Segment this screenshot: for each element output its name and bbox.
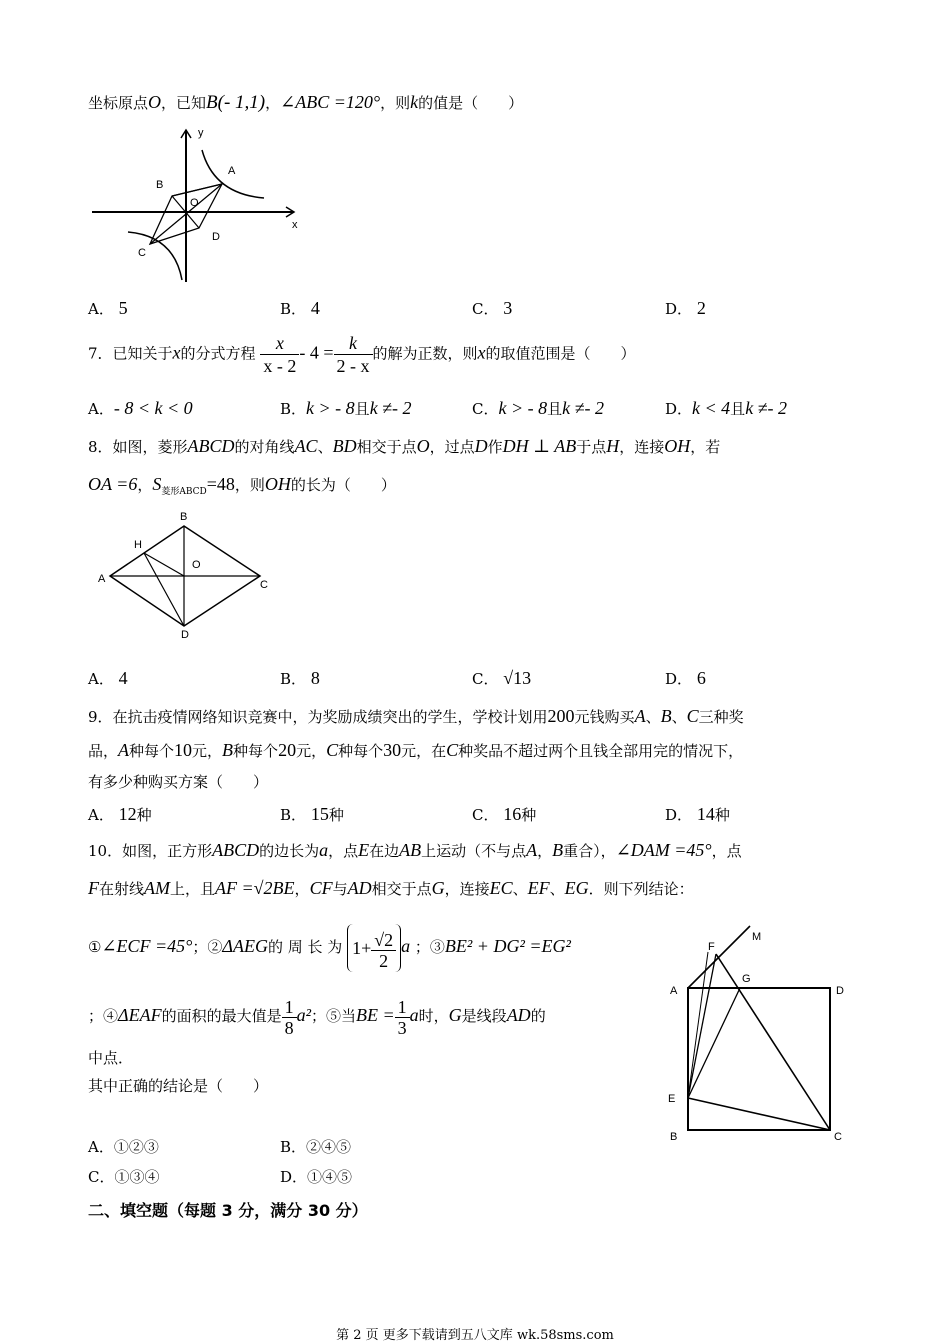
q9-stem-line2: 品，A种每个10元，B种每个20元，C种每个30元，在C种奖品不超过两个且钱全部用完的情况下，: [88, 740, 744, 760]
q8-stem-line1: 8．如图，菱形ABCD的对角线AC、BD相交于点O，过点D作DH ⊥ AB于点H，连接OH，若: [88, 436, 721, 456]
q9-option-a[interactable]: A． 12种: [88, 804, 152, 824]
q10-label-D: D: [836, 985, 844, 997]
q8-label-H: H: [134, 539, 142, 551]
q10-stem-line2: F在射线AM上，且AF =√2BE，CF与AD相交于点G，连接EC、EF、EG．则下列结论：: [88, 878, 694, 898]
q10-option-c[interactable]: C．①③④: [88, 1168, 160, 1186]
q8-stem-line2: OA =6，$S_{菱形ABCD}=48$，则OH的长为（ ）: [88, 474, 396, 497]
q10-label-B: B: [670, 1131, 678, 1143]
q6-option-c[interactable]: C． 3: [472, 298, 513, 318]
q10-option-b[interactable]: B．②④⑤: [280, 1138, 352, 1156]
q10-label-C: C: [834, 1131, 842, 1143]
q10-label-M: M: [752, 931, 762, 943]
q10-stem-line6: 其中正确的结论是（ ）: [88, 1077, 269, 1095]
q6-label-y: y: [198, 127, 204, 139]
q6-label-B: B: [156, 179, 164, 191]
q8-label-B: B: [180, 511, 188, 523]
q9-option-c[interactable]: C． 16种: [472, 804, 537, 824]
q9-stem-line3: 有多少种购买方案（ ）: [88, 773, 269, 791]
section-2-title: 二、填空题（每题 3 分，满分 30 分）: [88, 1201, 368, 1220]
q6-option-a[interactable]: A． 5: [88, 298, 128, 318]
q10-figure: [664, 918, 854, 1148]
q10-label-A: A: [670, 985, 678, 997]
q6-stem: 坐标原点O，已知B(- 1,1)，∠ABC =120°，则k的值是（ ）: [88, 92, 524, 113]
q6-label-x: x: [292, 219, 298, 231]
q6-figure: [88, 126, 308, 286]
q10-option-d[interactable]: D．①④⑤: [280, 1168, 353, 1186]
q7-option-d[interactable]: D．k < 4且k ≠- 2: [665, 398, 788, 418]
q8-label-A: A: [98, 573, 106, 585]
q8-option-d[interactable]: D． 6: [665, 668, 706, 688]
q6-label-C: C: [138, 247, 146, 259]
q10-stem-line5: 中点．: [88, 1049, 134, 1067]
q9-stem-line1: 9．在抗击疫情网络知识竞赛中，为奖励成绩突出的学生，学校计划用200元钱购买A、B、C三种奖: [88, 706, 744, 726]
q6-label-A: A: [228, 165, 236, 177]
q7-option-b[interactable]: B．k > - 8且k ≠- 2: [280, 398, 412, 418]
q7-option-a[interactable]: A．- 8 < k < 0: [88, 398, 193, 418]
q8-option-b[interactable]: B． 8: [280, 668, 320, 688]
q8-figure: [96, 508, 276, 644]
q8-option-a[interactable]: A． 4: [88, 668, 128, 688]
q10-label-G: G: [742, 973, 751, 985]
q8-label-D: D: [181, 629, 189, 641]
q10-stem-line3: ①∠ECF =45°；②ΔAEG的 周 长 为 1+ $\frac{√2}{2}$ a ；③BE² + DG² =EG²: [88, 918, 571, 975]
q7-option-c[interactable]: C．k > - 8且k ≠- 2: [472, 398, 605, 418]
q9-option-b[interactable]: B． 15种: [280, 804, 344, 824]
q6-label-O: O: [190, 197, 199, 209]
q10-option-a[interactable]: A．①②③: [88, 1138, 159, 1156]
q10-label-E: E: [668, 1093, 676, 1105]
q6-label-D: D: [212, 231, 220, 243]
q8-option-c[interactable]: C． √13: [472, 668, 532, 688]
q6-option-b[interactable]: B． 4: [280, 298, 320, 318]
q7-stem: 7．已知关于x的分式方程 $\frac{x}{x - 2}$ - 4 = $\frac{k}{2 - x}$ 的解为正数，则x的取值范围是（ ）: [88, 333, 636, 376]
q10-stem-line4: ；④ΔEAF的面积的最大值是 $\frac{1}{8}$ a²；⑤当BE = $\frac{1}{3}$ a时，G是线段AD的: [88, 996, 546, 1038]
q10-stem-line1: 10．如图，正方形ABCD的边长为a，点E在边AB上运动（不与点A，B重合），∠DAM =45°，点: [88, 840, 742, 860]
page-footer: 第 2 页 更多下载请到五八文库 wk.58sms.com: [336, 1328, 614, 1343]
q8-label-C: C: [260, 579, 268, 591]
q8-label-O: O: [192, 559, 201, 571]
q9-option-d[interactable]: D． 14种: [665, 804, 730, 824]
q10-label-F: F: [708, 941, 715, 953]
q6-option-d[interactable]: D． 2: [665, 298, 706, 318]
